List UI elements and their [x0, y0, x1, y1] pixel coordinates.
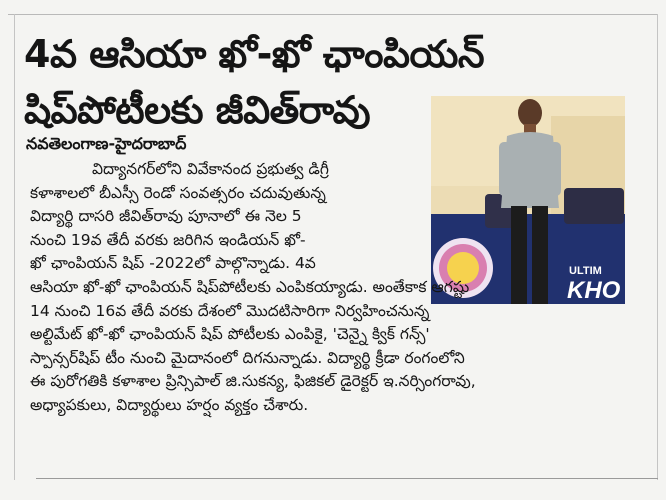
- body-line: స్పాన్సర్‌షిప్ టీం నుంచి మైదానంలో దిగనున్నాడు. విద్యార్థి క్రీడా రంగంలోని: [30, 348, 465, 367]
- body-line: ఈ పురోగతికి కళాశాల ప్రిన్సిపాల్ జి.సుకన్య, ఫిజికల్ డైరెక్టర్ ఇ.నర్సింగరావు,: [30, 372, 476, 391]
- banner-text-line-2: KHO: [567, 277, 621, 304]
- body-line: అధ్యాపకులు, విద్యార్థులు హర్షం వ్యక్తం చేశారు.: [30, 395, 309, 414]
- body-line: 14 నుంచి 16వ తేదీ వరకు దేశంలో మొదటిసారిగా నిర్వహించనున్న: [30, 301, 430, 320]
- body-line: అల్టిమేట్ ఖో-ఖో ఛాంపియన్ షిప్ పోటీలకు ఎంపికై, 'చెన్నై క్విక్ గన్స్': [30, 325, 430, 344]
- top-rule: [8, 14, 658, 15]
- left-column-rule: [14, 14, 15, 480]
- body-line: ఖో ఛాంపియన్ షిప్ -2022లో పాల్గొన్నాడు. 4వ: [30, 254, 316, 273]
- headline-line-2: షిప్‌పోటీలకు జీవిత్‌రావు: [24, 88, 371, 132]
- headline-line-1: 4వ ఆసియా ఖో-ఖో ఛాంపియన్: [24, 32, 485, 76]
- body-line: కళాశాలలో బీఎస్సీ రెండో సంవత్సరం చదువుతున్న: [30, 183, 326, 202]
- body-line: విద్యానగర్‌లోని వివేకానంద ప్రభుత్వ డిగ్రీ: [92, 160, 329, 178]
- bottom-rule: [36, 478, 658, 479]
- body-line: ఆసియా ఖో-ఖో ఛాంపియన్ షిప్‌పోటీలకు ఎంపికయ్యాడు. అంతేకాక ఆగష్టు: [30, 277, 470, 296]
- banner-text-line-1: ULTIM: [569, 265, 602, 277]
- article-body: [30, 158, 630, 418]
- dateline: నవతెలంగాణ-హైదరాబాద్: [26, 134, 187, 153]
- right-column-rule: [657, 14, 658, 480]
- body-line: నుంచి 19వ తేదీ వరకు జరిగిన ఇండియన్ ఖో-: [30, 230, 306, 249]
- body-line: విద్యార్థి దాసరి జీవిత్‌రావు పూనాలో ఈ నెల 5: [30, 207, 302, 226]
